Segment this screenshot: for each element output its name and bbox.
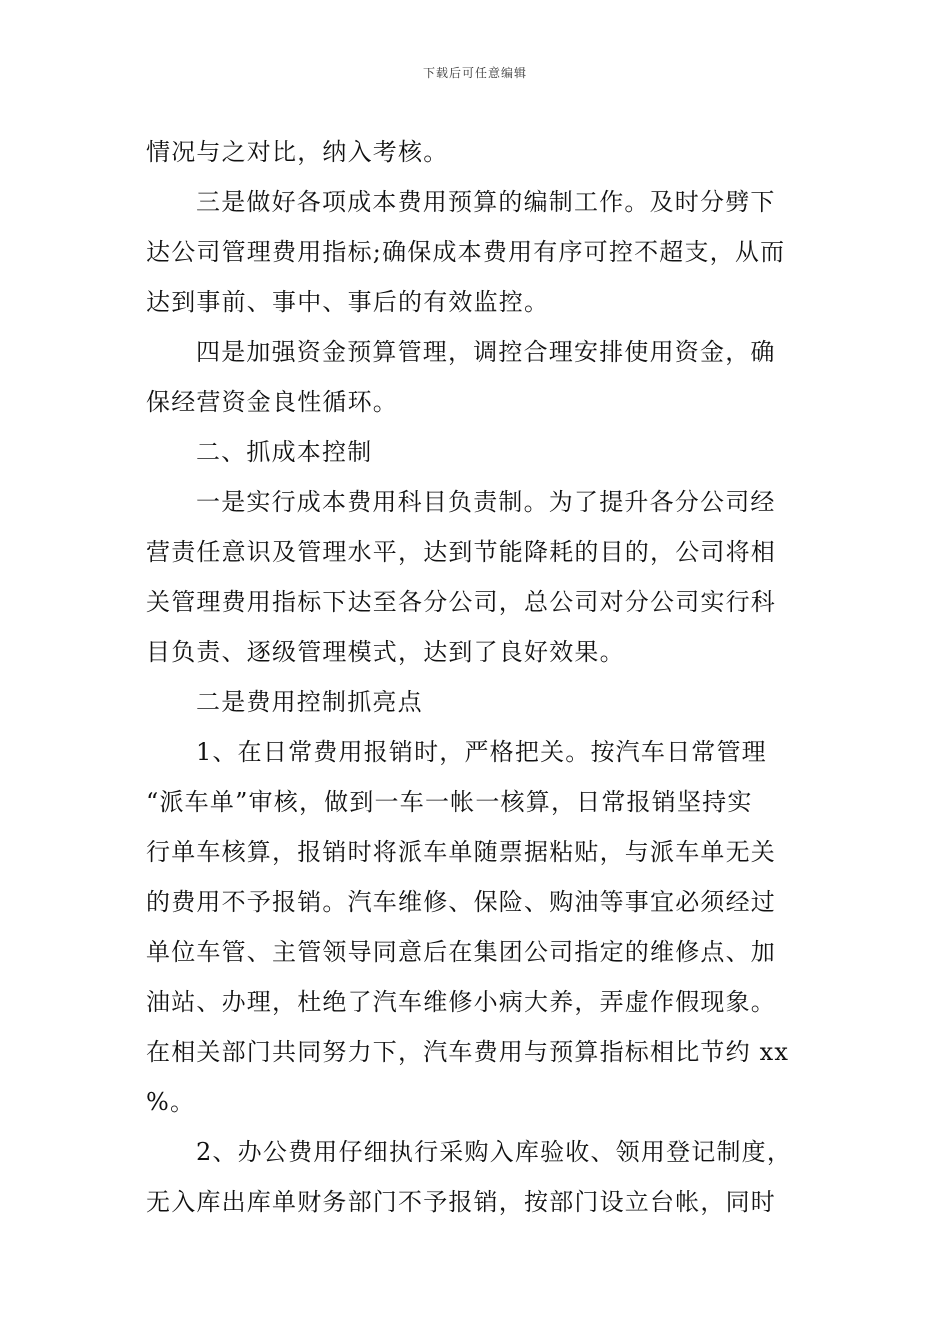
text-line: 达到事前、事中、事后的有效监控。 <box>146 288 550 316</box>
text-line: 一是实行成本费用科目负责制。为了提升各分公司经 <box>196 488 776 516</box>
text-line: 保经营资金良性循环。 <box>146 388 398 416</box>
text-line: 行单车核算，报销时将派车单随票据粘贴，与派车单无关 <box>146 838 776 866</box>
page-header: 下载后可任意编辑 <box>422 66 527 80</box>
text-line: 在相关部门共同努力下，汽车费用与预算指标相比节约 xx <box>146 1038 790 1066</box>
text-line: 1、在日常费用报销时，严格把关。按汽车日常管理 <box>196 738 767 766</box>
text-line: 关管理费用指标下达至各分公司，总公司对分公司实行科 <box>146 588 776 616</box>
text-line: 油站、办理，杜绝了汽车维修小病大养，弄虚作假现象。 <box>146 988 776 1016</box>
text-line: %。 <box>146 1088 196 1116</box>
text-line: 四是加强资金预算管理，调控合理安排使用资金，确 <box>196 338 776 366</box>
text-line: 的费用不予报销。汽车维修、保险、购油等事宜必须经过 <box>146 888 776 916</box>
text-line: 2、办公费用仔细执行采购入库验收、领用登记制度， <box>196 1138 793 1166</box>
document-body <box>146 127 811 1227</box>
text-line: 二、抓成本控制 <box>196 438 373 466</box>
text-line: 营责任意识及管理水平，达到节能降耗的目的，公司将相 <box>146 538 776 566</box>
text-line: 单位车管、主管领导同意后在集团公司指定的维修点、加 <box>146 938 776 966</box>
text-line: “派车单”审核，做到一车一帐一核算，日常报销坚持实 <box>146 788 753 816</box>
text-line: 二是费用控制抓亮点 <box>196 688 423 716</box>
text-line: 三是做好各项成本费用预算的编制工作。及时分劈下 <box>196 188 776 216</box>
text-line: 达公司管理费用指标;确保成本费用有序可控不超支，从而 <box>146 238 786 266</box>
text-line: 情况与之对比，纳入考核。 <box>146 138 449 166</box>
text-line: 目负责、逐级管理模式，达到了良好效果。 <box>146 638 625 666</box>
text-line: 无入库出库单财务部门不予报销，按部门设立台帐，同时 <box>146 1188 776 1216</box>
